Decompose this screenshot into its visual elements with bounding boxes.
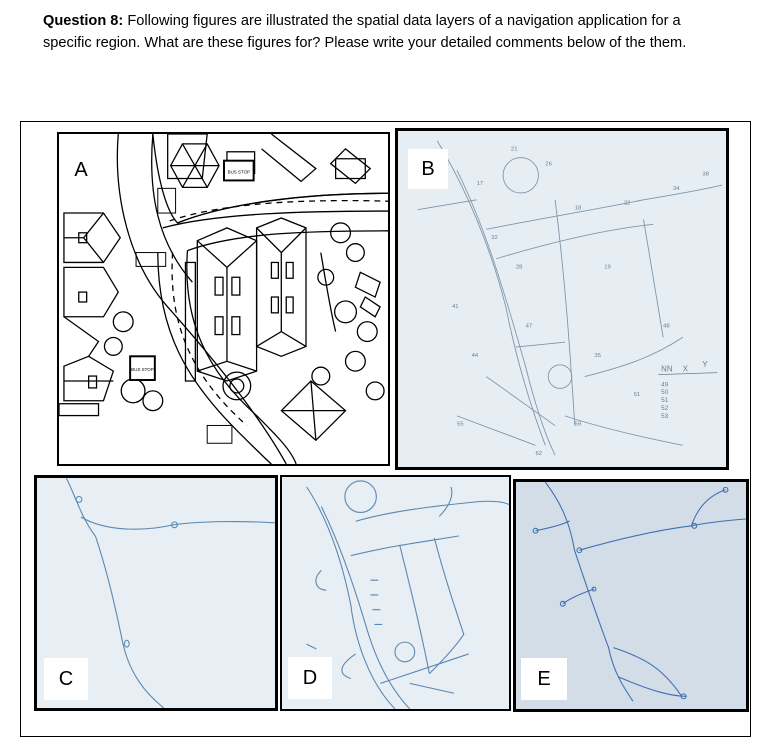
panel-c-letter: C <box>44 658 88 700</box>
table-header-x: X <box>682 364 689 374</box>
svg-text:51: 51 <box>633 392 641 399</box>
svg-text:47: 47 <box>525 323 533 330</box>
table-header-y: Y <box>702 359 708 369</box>
panel-d-letter: D <box>288 657 332 699</box>
svg-text:32: 32 <box>491 235 498 242</box>
panel-a-letter: A <box>61 150 101 190</box>
svg-text:26: 26 <box>545 161 552 168</box>
svg-text:34: 34 <box>672 185 680 192</box>
svg-text:35: 35 <box>594 352 601 359</box>
table-id-53: 53 <box>661 412 669 420</box>
svg-text:44: 44 <box>471 352 479 359</box>
panel-c-sketch <box>34 475 278 711</box>
svg-text:28: 28 <box>515 264 523 271</box>
bus-stop-label-top: BUS STOP <box>227 169 250 175</box>
question-label: Question 8: <box>43 13 124 29</box>
svg-text:62: 62 <box>535 451 543 458</box>
svg-text:17: 17 <box>476 181 484 188</box>
table-id-50: 50 <box>661 389 669 397</box>
svg-text:48: 48 <box>663 323 670 330</box>
panel-e-sketch <box>513 479 749 712</box>
table-id-52: 52 <box>661 404 669 412</box>
panel-d-sketch <box>280 475 511 711</box>
panel-e-letter: E <box>521 658 567 700</box>
question-body: Following figures are illustrated the spatial data layers of a navigation application for a specific region. What are these figures for? Please write your detailed comments below of the them. <box>43 13 687 51</box>
svg-text:22: 22 <box>623 200 631 207</box>
svg-text:38: 38 <box>702 171 709 178</box>
question-text <box>43 11 723 54</box>
table-id-51: 51 <box>661 397 669 405</box>
panel-b-points-sketch <box>395 128 729 470</box>
map-drawing <box>59 134 388 464</box>
bus-stop-label-left: BUS STOP <box>131 367 154 373</box>
svg-text:41: 41 <box>452 303 459 310</box>
svg-text:21: 21 <box>510 146 518 153</box>
svg-text:55: 55 <box>456 421 464 428</box>
svg-text:19: 19 <box>604 264 611 271</box>
table-id-49: 49 <box>661 381 669 389</box>
svg-text:18: 18 <box>574 205 582 212</box>
table-header-nn: NN <box>661 364 673 374</box>
panel-a-map <box>57 132 390 466</box>
panel-b-letter: B <box>408 149 448 189</box>
svg-text:59: 59 <box>574 421 582 428</box>
